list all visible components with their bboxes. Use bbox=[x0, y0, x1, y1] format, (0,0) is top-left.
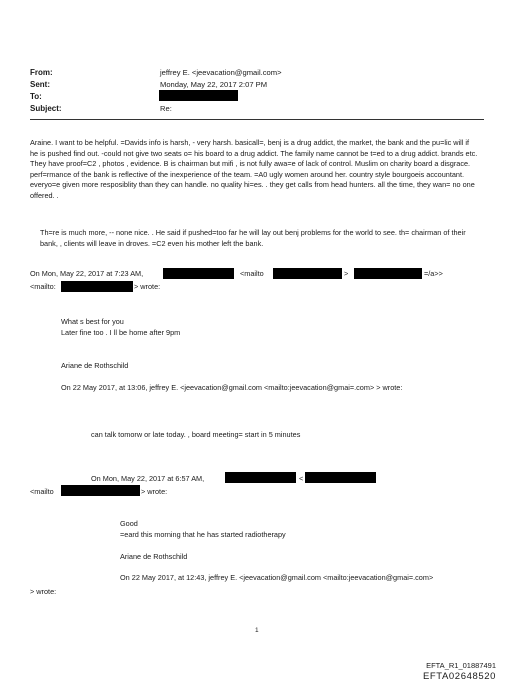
quote2-attribution: On 22 May 2017, at 12:43, jeffrey E. <jeevacation@gmail.com <mailto:jeevacation@gmai=.com> bbox=[120, 573, 434, 582]
quote1-attribution: On 22 May 2017, at 13:06, jeffrey E. <jeevacation@gmail.com <mailto:jeevacation@gmai=.com> > wrote: bbox=[61, 383, 403, 392]
quote1-gt: > bbox=[344, 269, 349, 278]
redaction-q1-link bbox=[354, 268, 422, 279]
quote2-heard: =eard this morning that he has started radiotherapy bbox=[120, 530, 286, 539]
tail-wrote: > wrote: bbox=[30, 587, 57, 596]
footer-id-1: EFTA_R1_01887491 bbox=[426, 661, 496, 670]
quote2-lt: < bbox=[299, 474, 304, 483]
quote2-mailto: <mailto bbox=[30, 487, 54, 496]
quote2-on-line: On Mon, May 22, 2017 at 6:57 AM, bbox=[91, 474, 205, 483]
quote1-signature: Ariane de Rothschild bbox=[61, 361, 129, 370]
redaction-q1-name bbox=[163, 268, 234, 279]
quote1-line-b: Later fine too . I ll be home after 9pm bbox=[61, 328, 181, 337]
redaction-q1-email bbox=[273, 268, 342, 279]
quote1-mailto-2: <mailto: bbox=[30, 282, 56, 291]
header-divider bbox=[30, 119, 484, 120]
reply1-text: can talk tomorw or late today. , board meeting= start in 5 minutes bbox=[91, 430, 301, 439]
quote1-line-a: What s best for you bbox=[61, 317, 124, 326]
quote2-good: Good bbox=[120, 519, 138, 528]
quote1-mailto: <mailto bbox=[240, 269, 264, 278]
footer-id-2: EFTA02648520 bbox=[422, 671, 496, 682]
redaction-q2-email bbox=[305, 472, 376, 483]
redaction-q1-email-2 bbox=[61, 281, 133, 292]
body-paragraph-2: Th=re is much more, -- none nice. . He said if pushed=too far he will lay out benj problems for the world to see. th= chairman of their bank, , clients will leave in droves. =C2 even his mother left the bank. bbox=[40, 228, 466, 248]
redaction-q2-name bbox=[225, 472, 296, 483]
quote1-on-line: On Mon, May 22, 2017 at 7:23 AM, bbox=[30, 269, 144, 278]
quote1-end: =/a>> bbox=[424, 269, 443, 278]
sent-value: Monday, May 22, 2017 2:07 PM bbox=[160, 80, 268, 89]
from-value: jeffrey E. <jeevacation@gmail.com> bbox=[160, 68, 282, 77]
quote1-wrote: > wrote: bbox=[134, 282, 161, 291]
from-label: From: bbox=[30, 68, 53, 77]
quote2-signature: Ariane de Rothschild bbox=[120, 552, 188, 561]
sent-label: Sent: bbox=[30, 80, 50, 89]
to-label: To: bbox=[30, 92, 42, 101]
redaction-to bbox=[159, 90, 238, 101]
subject-value: Re: bbox=[160, 104, 172, 113]
page-number: 1 bbox=[255, 627, 259, 634]
subject-label: Subject: bbox=[30, 104, 62, 113]
quote2-wrote: > wrote: bbox=[141, 487, 168, 496]
redaction-q2-email-2 bbox=[61, 485, 140, 496]
body-paragraph-1: Araine. I want to be helpful. =Davids info is harsh, - very harsh. basicall=, benj is a drug addict, the market, the bank and the pu=lic will if he is pushed find out. -could not give two seats o= his board to a drug addict. The family name cannot be t=ed to a drug addict. brands etc. They have proof=C2 , photos , evidence. B is chairman but mifi , is not fully awa=e of lack of control. Muslim on charity board a disgrace. perf=rmance of the bank is reflective of the inexperience of the team. =A0 ugly women around her. country style bourgoeis accountant. everyo=e given more resposiblity than they can handle. no quality hi=es. . they get calls from head hunters. all the time, they wan= no one offered. . bbox=[30, 138, 478, 200]
